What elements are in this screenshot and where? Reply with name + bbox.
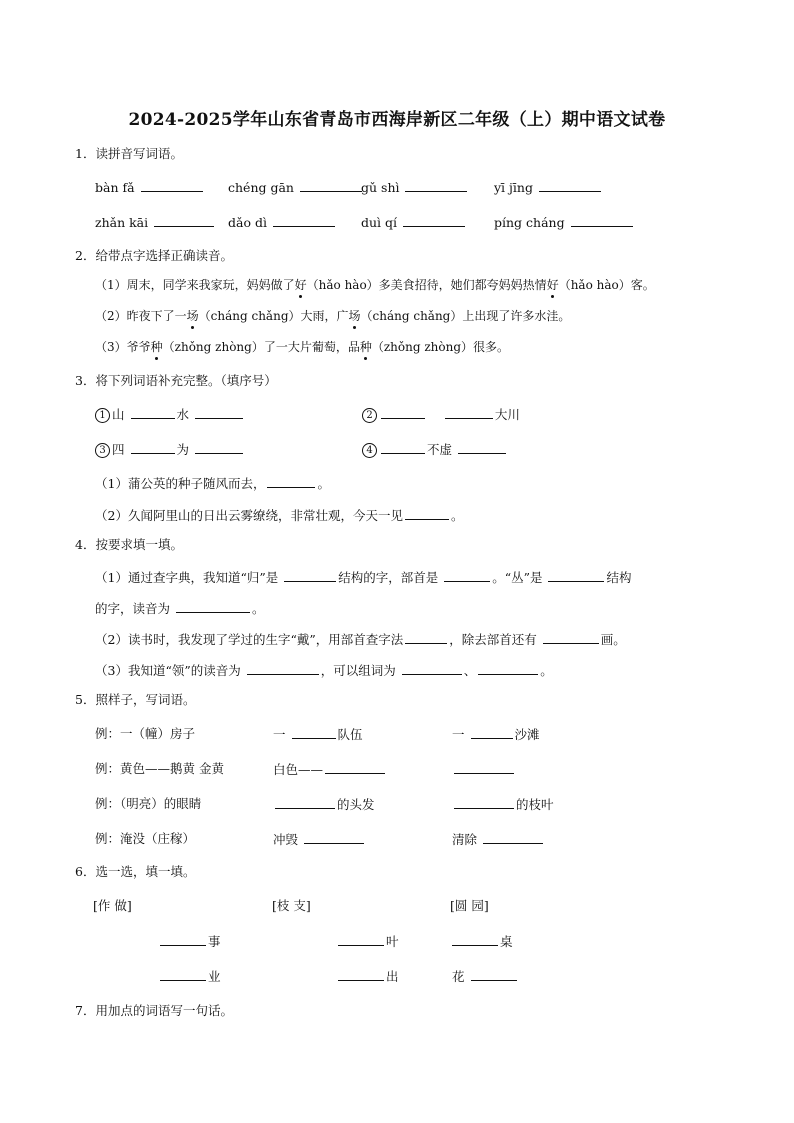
item-text: 清除 xyxy=(452,832,478,847)
fill-item xyxy=(158,933,221,950)
pinyin-item xyxy=(228,179,364,196)
answer-blank[interactable] xyxy=(131,406,175,419)
circled-number: 3 xyxy=(95,443,110,458)
pinyin-item xyxy=(361,179,469,196)
page-title: 2024-2025学年山东省青岛市西海岸新区二年级（上）期中语文试卷 xyxy=(128,110,666,130)
question-3 xyxy=(75,373,277,389)
line-text: 画。 xyxy=(600,632,626,647)
fill-item xyxy=(452,796,554,813)
line-text: 。 xyxy=(540,663,553,678)
answer-blank[interactable] xyxy=(403,214,465,227)
question-1 xyxy=(75,146,183,162)
line-text: ，除去部首还有 xyxy=(449,632,537,647)
answer-blank[interactable] xyxy=(300,179,362,192)
sentence-3 xyxy=(95,339,509,355)
answer-blank[interactable] xyxy=(405,507,449,520)
answer-blank[interactable] xyxy=(454,761,514,774)
answer-blank[interactable] xyxy=(160,933,206,946)
pinyin-text: duì qí xyxy=(361,215,398,230)
question-text: 将下列词语补充完整。（填序号） xyxy=(95,373,277,388)
answer-blank[interactable] xyxy=(141,179,203,192)
item-text: 冲毁 xyxy=(273,832,299,847)
item-text: 一 xyxy=(273,727,286,742)
item-text: 叶 xyxy=(386,934,399,949)
pinyin-item xyxy=(494,179,603,196)
pinyin-item xyxy=(228,214,337,231)
answer-blank[interactable] xyxy=(543,631,599,644)
answer-blank[interactable] xyxy=(454,796,514,809)
char-group: [圆 园] xyxy=(450,898,489,913)
sentence-text: （hǎo hào）多美食招待，她们都夸妈妈热情 xyxy=(306,278,547,292)
fill-item xyxy=(158,968,221,985)
item-text: 出 xyxy=(386,969,399,984)
answer-blank[interactable] xyxy=(273,214,335,227)
line-text: 的字，读音为 xyxy=(95,601,171,616)
line-text: 。“丛”是 xyxy=(492,570,543,585)
fill-sentence xyxy=(95,475,330,492)
fill-item xyxy=(452,831,545,848)
answer-blank[interactable] xyxy=(445,406,493,419)
sentence-text: 。 xyxy=(450,508,464,523)
example-text: 例：一（幢）房子 xyxy=(95,726,196,741)
pinyin-text: zhǎn kāi xyxy=(95,215,149,230)
question-text: 读拼音写词语。 xyxy=(95,146,183,161)
dotted-char: 场 xyxy=(348,309,361,323)
line-text: （2）读书时，我发现了学过的生字“戴”，用部首查字法 xyxy=(95,632,404,647)
idiom-part: 不虚 xyxy=(427,442,453,457)
idiom-item xyxy=(95,441,245,458)
question-6 xyxy=(75,864,195,880)
question-4 xyxy=(75,537,183,553)
answer-blank[interactable] xyxy=(381,406,425,419)
line-text: 结构的字，部首是 xyxy=(338,570,439,585)
answer-blank[interactable] xyxy=(338,933,384,946)
answer-blank[interactable] xyxy=(381,441,425,454)
answer-blank[interactable] xyxy=(247,662,319,675)
pinyin-text: dǎo dì xyxy=(228,215,267,230)
line-text: （3）我知道“领”的读音为 xyxy=(95,663,241,678)
idiom-part: 山 xyxy=(112,407,125,422)
sentence-text: （hǎo hào）客。 xyxy=(558,278,655,292)
item-text: 一 xyxy=(452,727,465,742)
answer-blank[interactable] xyxy=(275,796,335,809)
line-text: 、 xyxy=(463,663,477,678)
char-group: [枝 支] xyxy=(272,898,311,913)
dotted-char: 种 xyxy=(150,340,163,354)
answer-blank[interactable] xyxy=(539,179,601,192)
answer-blank[interactable] xyxy=(483,831,543,844)
answer-blank[interactable] xyxy=(195,441,243,454)
fill-item xyxy=(452,968,519,985)
item-text: 事 xyxy=(208,934,221,949)
idiom-item xyxy=(362,406,520,423)
sentence-text: （1）蒲公英的种子随风而去， xyxy=(95,476,266,491)
question-number: 6． xyxy=(75,864,96,879)
question-text: 用加点的词语写一句话。 xyxy=(95,1003,233,1018)
answer-blank[interactable] xyxy=(471,726,513,739)
question-text: 选一选，填一填。 xyxy=(95,864,196,879)
question-number: 3． xyxy=(75,373,96,388)
fill-sentence xyxy=(95,507,463,524)
question-number: 2． xyxy=(75,248,96,263)
line-text: 结构 xyxy=(606,570,632,585)
fill-item xyxy=(273,761,387,778)
item-text: 白色—— xyxy=(273,762,324,777)
dotted-char: 好 xyxy=(294,278,307,292)
answer-blank[interactable] xyxy=(292,726,336,739)
line-text: 。 xyxy=(252,601,265,616)
item-text: 桌 xyxy=(500,934,513,949)
answer-blank[interactable] xyxy=(402,662,462,675)
pinyin-text: chéng gān xyxy=(228,180,294,195)
answer-blank[interactable] xyxy=(571,214,633,227)
item-text: 的头发 xyxy=(337,797,375,812)
fill-item xyxy=(452,726,540,743)
answer-blank[interactable] xyxy=(304,831,364,844)
question-number: 1． xyxy=(75,146,96,161)
circled-number: 1 xyxy=(95,408,110,423)
answer-blank[interactable] xyxy=(405,179,467,192)
answer-blank[interactable] xyxy=(284,569,336,582)
question-text: 照样子，写词语。 xyxy=(95,692,196,707)
sentence-text: （cháng chǎng）大雨，广 xyxy=(198,309,349,323)
answer-blank[interactable] xyxy=(548,569,604,582)
item-text: 业 xyxy=(208,969,221,984)
sentence-text: （1）周末，同学来我家玩，妈妈做了 xyxy=(95,278,295,292)
pinyin-text: píng cháng xyxy=(494,215,565,230)
fill-item xyxy=(273,726,363,743)
fill-line xyxy=(95,569,632,586)
pinyin-item xyxy=(494,214,635,231)
question-text: 按要求填一填。 xyxy=(95,537,183,552)
idiom-part: 为 xyxy=(176,442,190,457)
dotted-char: 种 xyxy=(359,340,372,354)
idiom-item xyxy=(95,406,245,423)
fill-line xyxy=(95,600,265,617)
example-text: 例：（明亮）的眼睛 xyxy=(95,796,202,811)
fill-item xyxy=(336,968,399,985)
sentence-text: （zhǒng zhòng）很多。 xyxy=(371,340,510,354)
dotted-char: 好 xyxy=(546,278,559,292)
question-2 xyxy=(75,248,233,264)
answer-blank[interactable] xyxy=(195,406,243,419)
answer-blank[interactable] xyxy=(478,662,538,675)
example-text: 例：淹没（庄稼） xyxy=(95,831,196,846)
item-text: 沙滩 xyxy=(514,727,540,742)
fill-item xyxy=(273,796,375,813)
dotted-char: 场 xyxy=(186,309,199,323)
question-number: 7． xyxy=(75,1003,96,1018)
circled-number: 4 xyxy=(362,443,377,458)
question-number: 4． xyxy=(75,537,96,552)
answer-blank[interactable] xyxy=(160,968,206,981)
circled-number: 2 xyxy=(362,408,377,423)
fill-line xyxy=(95,631,626,648)
idiom-item xyxy=(362,441,508,458)
answer-blank[interactable] xyxy=(176,600,250,613)
fill-item xyxy=(450,933,513,950)
answer-blank[interactable] xyxy=(154,214,214,227)
sentence-1 xyxy=(95,277,655,293)
sentence-text: （cháng chǎng）上出现了许多水洼。 xyxy=(360,309,571,323)
answer-blank[interactable] xyxy=(338,968,384,981)
answer-blank[interactable] xyxy=(458,441,506,454)
pinyin-text: yī jīng xyxy=(494,180,533,195)
sentence-text: （3）爷爷 xyxy=(95,340,151,354)
question-5 xyxy=(75,692,195,708)
line-text: （1）通过查字典，我知道“归”是 xyxy=(95,570,279,585)
sentence-text: （2）昨夜下了一 xyxy=(95,309,187,323)
fill-line xyxy=(95,662,553,679)
answer-blank[interactable] xyxy=(325,761,385,774)
answer-blank[interactable] xyxy=(471,968,517,981)
pinyin-text: bàn fǎ xyxy=(95,180,135,195)
example-text: 例：黄色——鹅黄 金黄 xyxy=(95,761,224,776)
idiom-part: 大川 xyxy=(494,407,520,422)
question-7 xyxy=(75,1003,233,1019)
idiom-part: 四 xyxy=(112,442,125,457)
pinyin-item xyxy=(95,214,216,231)
pinyin-text: gǔ shì xyxy=(361,180,400,195)
item-text: 的枝叶 xyxy=(516,797,554,812)
item-text: 队伍 xyxy=(337,727,363,742)
answer-blank[interactable] xyxy=(452,933,498,946)
fill-item xyxy=(336,933,399,950)
answer-blank[interactable] xyxy=(405,631,447,644)
fill-item xyxy=(452,761,516,778)
sentence-text: （zhǒng zhòng）了一大片葡萄，品 xyxy=(162,340,360,354)
item-text: 花 xyxy=(452,969,465,984)
char-group: [作 做] xyxy=(93,898,132,913)
answer-blank[interactable] xyxy=(444,569,490,582)
pinyin-item xyxy=(95,179,205,196)
line-text: ，可以组词为 xyxy=(320,663,396,678)
sentence-text: 。 xyxy=(317,476,330,491)
question-text: 给带点字选择正确读音。 xyxy=(95,248,233,263)
sentence-2 xyxy=(95,308,570,324)
answer-blank[interactable] xyxy=(267,475,315,488)
answer-blank[interactable] xyxy=(131,441,175,454)
sentence-text: （2）久闻阿里山的日出云雾缭绕，非常壮观，今天一见 xyxy=(95,508,403,523)
idiom-part: 水 xyxy=(176,407,190,422)
pinyin-item xyxy=(361,214,467,231)
question-number: 5． xyxy=(75,692,96,707)
fill-item xyxy=(273,831,366,848)
